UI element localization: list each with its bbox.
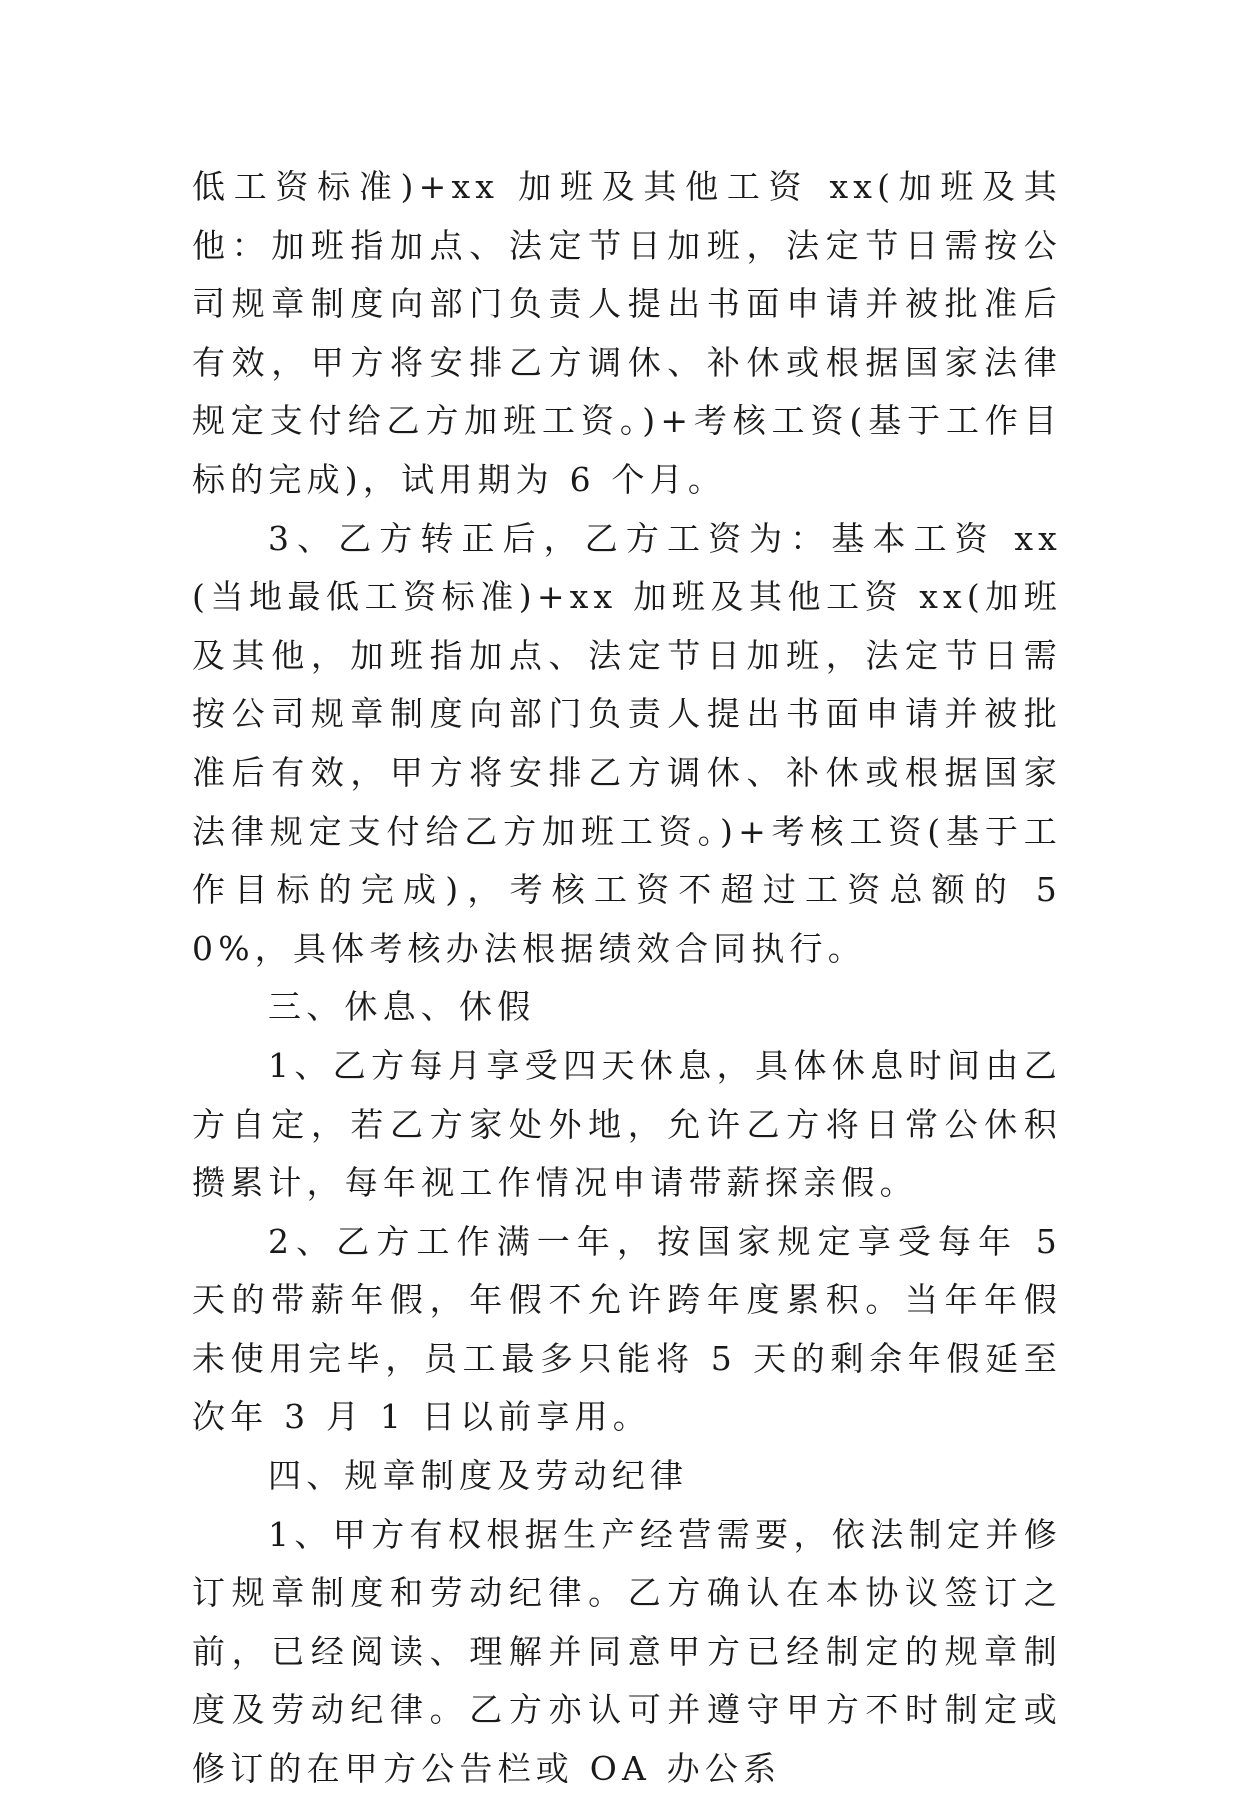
paragraph-rules-discipline: 1、甲方有权根据生产经营需要，依法制定并修订规章制度和劳动纪律。乙方确认在本协议签订之前，已经阅读、理解并同意甲方已经制定的规章制度及劳动纪律。乙方亦认可并遵守甲方不时制定或修订的在甲方公告栏或 OA 办公系 [192,1514,1062,1789]
paragraph-salary-after-confirmation: 3、乙方转正后，乙方工资为：基本工资 xx(当地最低工资标准)+xx 加班及其他工资 xx(加班及其他，加班指加点、法定节日加班，法定节日需按公司规章制度向部门负责人提出书面申请并被批准后有效，甲方将安排乙方调休、补休或根据国家法律规定支付给乙方加班工资。)+考核工资(基于工作目标的完成)，考核工资不超过工资总额的 50%，具体考核办法根据绩效合同执行。 [192,518,1062,968]
paragraph-salary-probation-continued: 低工资标准)+xx 加班及其他工资 xx(加班及其他：加班指加点、法定节日加班，法定节日需按公司规章制度向部门负责人提出书面申请并被批准后有效，甲方将安排乙方调休、补休或根据国家法律规定支付给乙方加班工资。)+考核工资(基于工作目标的完成)，试用期为 6 个月。 [192,167,1062,499]
document-body [192,158,1062,1799]
paragraph-annual-leave: 2、乙方工作满一年，按国家规定享受每年 5 天的带薪年假，年假不允许跨年度累积。当年年假未使用完毕，员工最多只能将 5 天的剩余年假延至次年 3 月 1 日以前享用。 [192,1221,1062,1437]
section-heading-rest-leave: 三、休息、休假 [268,987,536,1027]
paragraph-monthly-rest: 1、乙方每月享受四天休息，具体休息时间由乙方自定，若乙方家处外地，允许乙方将日常公休积攒累计，每年视工作情况申请带薪探亲假。 [192,1045,1062,1203]
section-heading-rules-discipline: 四、规章制度及劳动纪律 [268,1456,689,1496]
